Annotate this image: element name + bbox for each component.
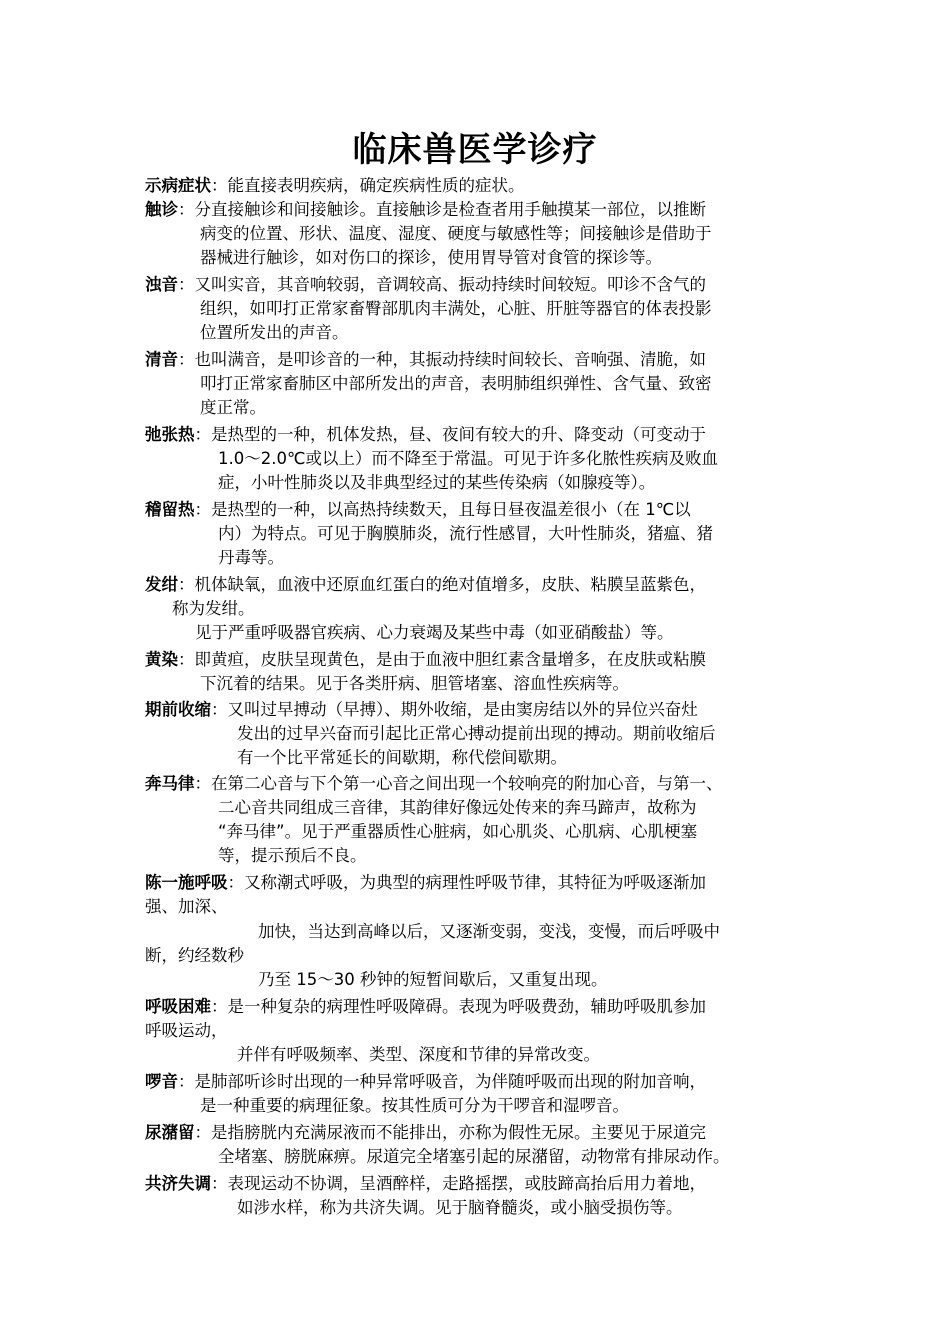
line-text: 等，提示预后不良。 [218, 846, 367, 865]
term-heading: 呼吸困难 [145, 997, 211, 1016]
text-line [145, 895, 228, 919]
text-line [200, 372, 712, 396]
line-text: ：分直接触诊和间接触诊。直接触诊是检查者用手触摸某一部位，以推断 [178, 200, 706, 219]
line-text: 发出的过早兴奋而引起比正常心搏动提前出现的搏动。期前收缩后 [237, 724, 716, 743]
line-text: 症，小叶性肺炎以及非典型经过的某些传染病（如腺疫等）。 [218, 473, 656, 492]
text-line [145, 273, 706, 297]
line-text: 全堵塞、膀胱麻痹。尿道完全堵塞引起的尿潴留，动物常有排尿动作。 [218, 1147, 730, 1166]
text-line [145, 995, 706, 1019]
line-text: ：是热型的一种，以高热持续数天，且每日昼夜温差很小（在 1℃以 [194, 500, 691, 519]
line-text: 下沉着的结果。见于各类肝病、胆管堵塞、溶血性疾病等。 [200, 674, 629, 693]
line-text: ：是肺部听诊时出现的一种异常呼吸音，为伴随呼吸而出现的附加音响， [178, 1072, 706, 1091]
line-text: ：在第二心音与下个第一心音之间出现一个较响亮的附加心音，与第一、 [194, 774, 723, 793]
line-text: “奔马律”。见于严重器质性心脏病，如心肌炎、心肌病、心肌梗塞 [218, 822, 698, 841]
text-line [145, 1070, 706, 1094]
line-text: 断，约经数秒 [145, 946, 244, 965]
term-heading: 发绀 [145, 575, 178, 594]
text-line [200, 222, 712, 246]
term-heading: 黄染 [145, 650, 178, 669]
term-heading: 弛张热 [145, 425, 195, 444]
line-text: ：机体缺氧，血液中还原血红蛋白的绝对值增多，皮肤、粘膜呈蓝紫色， [178, 575, 706, 594]
line-text: 并伴有呼吸频率、类型、深度和节律的异常改变。 [237, 1045, 600, 1064]
line-text: ：又称潮式呼吸，为典型的病理性呼吸节律，其特征为呼吸逐渐加 [227, 873, 706, 892]
line-text: 叩打正常家畜肺区中部所发出的声音，表明肺组织弹性、含气量、致密 [200, 374, 712, 393]
text-line [145, 1019, 228, 1043]
line-text: 称为发绀。 [172, 599, 255, 618]
line-text: ：也叫满音，是叩诊音的一种，其振动持续时间较长、音响强、清脆，如 [178, 350, 706, 369]
text-line [145, 1172, 706, 1196]
term-heading: 期前收缩 [145, 700, 211, 719]
text-line [145, 944, 244, 968]
text-line [218, 471, 655, 495]
line-text: 组织，如叩打正常家畜臀部肌肉丰满处，心脏、肝脏等器官的体表投影 [200, 299, 712, 318]
text-line [195, 621, 674, 645]
term-heading: 浊音 [145, 275, 178, 294]
line-text: ：是一种复杂的病理性呼吸障碍。表现为呼吸费劲，辅助呼吸肌参加 [211, 997, 706, 1016]
line-text: ：又叫实音，其音响较弱，音调较高、振动持续时间较短。叩诊不含气的 [178, 275, 706, 294]
text-line [145, 174, 525, 198]
line-text: 乃至 15～30 秒钟的短暂间歇后，又重复出现。 [258, 970, 608, 989]
text-line [218, 844, 367, 868]
line-text: 度正常。 [200, 398, 266, 417]
page-title: 临床兽医学诊疗 [352, 130, 598, 170]
text-line [145, 198, 706, 222]
line-text: ：即黄疸，皮肤呈现黄色，是由于血液中胆红素含量增多，在皮肤或粘膜 [178, 650, 706, 669]
text-line [237, 722, 716, 746]
text-line [237, 746, 567, 770]
line-text: ：是指膀胱内充满尿液而不能排出，亦称为假性无尿。主要见于尿道完 [194, 1123, 706, 1142]
line-text: 强、加深、 [145, 897, 228, 916]
line-text: 1.0～2.0℃或以上）而不降至于常温。可见于许多化脓性疾病及败血 [218, 449, 719, 468]
text-line [200, 297, 712, 321]
line-text: ：又叫过早搏动（早搏）、期外收缩，是由窦房结以外的异位兴奋灶 [211, 700, 698, 719]
line-text: ：是热型的一种，机体发热，昼、夜间有较大的升、降变动（可变动于 [194, 425, 706, 444]
text-line [145, 498, 691, 522]
text-line [200, 1094, 629, 1118]
line-text: 病变的位置、形状、温度、湿度、硬度与敏感性等；间接触诊是借助于 [200, 224, 712, 243]
text-line [200, 396, 266, 420]
text-line [145, 772, 723, 796]
text-line [145, 573, 706, 597]
term-heading: 稽留热 [145, 500, 195, 519]
text-line [145, 648, 706, 672]
text-line [145, 871, 706, 895]
line-text: ：能直接表明疾病，确定疾病性质的症状。 [211, 176, 525, 195]
text-line [200, 321, 349, 345]
term-heading: 奔马律 [145, 774, 195, 793]
text-line [258, 968, 607, 992]
term-heading: 陈一施呼吸 [145, 873, 228, 892]
text-line [218, 546, 284, 570]
text-line [145, 698, 698, 722]
text-line [145, 423, 706, 447]
text-line [218, 447, 718, 471]
term-heading: 示病症状 [145, 176, 211, 195]
line-text: 位置所发出的声音。 [200, 323, 349, 342]
text-line [200, 246, 662, 270]
line-text: 是一种重要的病理征象。按其性质可分为干啰音和湿啰音。 [200, 1096, 629, 1115]
line-text: ：表现运动不协调，呈酒醉样，走路摇摆，或肢蹄高抬后用力着地， [211, 1174, 706, 1193]
text-line [218, 1145, 730, 1169]
term-heading: 啰音 [145, 1072, 178, 1091]
text-line [145, 348, 706, 372]
line-text: 呼吸运动， [145, 1021, 228, 1040]
line-text: 见于严重呼吸器官疾病、心力衰竭及某些中毒（如亚硝酸盐）等。 [195, 623, 674, 642]
line-text: 二心音共同组成三音律，其韵律好像远处传来的奔马蹄声，故称为 [218, 798, 697, 817]
text-line [237, 1043, 600, 1067]
line-text: 如涉水样，称为共济失调。见于脑脊髓炎，或小脑受损伤等。 [237, 1198, 683, 1217]
text-line [258, 920, 720, 944]
line-text: 丹毒等。 [218, 548, 284, 567]
term-heading: 清音 [145, 350, 178, 369]
text-line [237, 1196, 683, 1220]
term-heading: 尿潴留 [145, 1123, 195, 1142]
text-line [145, 1121, 706, 1145]
line-text: 加快，当达到高峰以后，又逐渐变弱，变浅，变慢，而后呼吸中 [258, 922, 720, 941]
line-text: 内）为特点。可见于胸膜肺炎，流行性感冒，大叶性肺炎，猪瘟、猪 [218, 524, 713, 543]
term-heading: 共济失调 [145, 1174, 211, 1193]
line-text: 器械进行触诊，如对伤口的探诊，使用胃导管对食管的探诊等。 [200, 248, 662, 267]
term-heading: 触诊 [145, 200, 178, 219]
text-line [218, 522, 713, 546]
text-line [172, 597, 255, 621]
text-line [218, 820, 697, 844]
text-line [218, 796, 697, 820]
text-line [200, 672, 629, 696]
line-text: 有一个比平常延长的间歇期，称代偿间歇期。 [237, 748, 567, 767]
